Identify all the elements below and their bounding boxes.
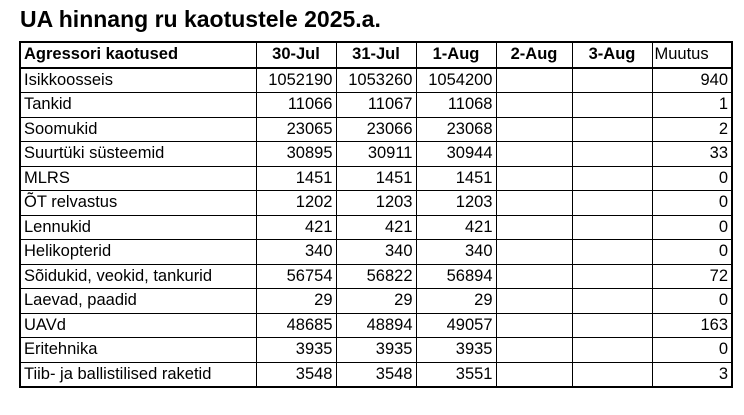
value-cell: 1203 — [416, 191, 496, 216]
value-cell — [496, 313, 572, 338]
value-cell: 3548 — [336, 362, 416, 387]
value-cell: 1054200 — [416, 68, 496, 93]
table-row — [20, 191, 732, 216]
change-cell: 0 — [652, 215, 732, 240]
value-cell: 56894 — [416, 264, 496, 289]
value-cell — [496, 289, 572, 314]
value-cell: 56822 — [336, 264, 416, 289]
value-cell: 340 — [416, 240, 496, 265]
value-cell: 1451 — [256, 166, 336, 191]
value-cell: 23065 — [256, 117, 336, 142]
row-label: Tiib- ja ballistilised raketid — [20, 362, 256, 387]
table-row — [20, 289, 732, 314]
table-row — [20, 166, 732, 191]
value-cell — [496, 117, 572, 142]
value-cell: 11066 — [256, 93, 336, 118]
value-cell — [572, 142, 652, 167]
row-label: Suurtüki süsteemid — [20, 142, 256, 167]
table-row — [20, 93, 732, 118]
column-header-date: 31-Jul — [336, 42, 416, 68]
value-cell: 29 — [416, 289, 496, 314]
value-cell — [496, 166, 572, 191]
change-cell: 2 — [652, 117, 732, 142]
value-cell — [572, 362, 652, 387]
losses-table — [19, 41, 733, 388]
value-cell: 30944 — [416, 142, 496, 167]
value-cell: 23066 — [336, 117, 416, 142]
row-label: Tankid — [20, 93, 256, 118]
table-row — [20, 142, 732, 167]
change-cell: 72 — [652, 264, 732, 289]
value-cell: 421 — [336, 215, 416, 240]
change-cell: 0 — [652, 191, 732, 216]
row-label: UAVd — [20, 313, 256, 338]
change-cell: 163 — [652, 313, 732, 338]
value-cell: 29 — [256, 289, 336, 314]
table-row — [20, 240, 732, 265]
value-cell — [496, 191, 572, 216]
value-cell — [572, 240, 652, 265]
value-cell: 1052190 — [256, 68, 336, 93]
value-cell: 49057 — [416, 313, 496, 338]
value-cell — [572, 117, 652, 142]
row-label: Soomukid — [20, 117, 256, 142]
value-cell: 3935 — [256, 338, 336, 363]
column-header-date: 1-Aug — [416, 42, 496, 68]
change-cell: 3 — [652, 362, 732, 387]
value-cell: 11067 — [336, 93, 416, 118]
change-cell: 0 — [652, 240, 732, 265]
value-cell: 29 — [336, 289, 416, 314]
value-cell: 30895 — [256, 142, 336, 167]
column-header-category: Agressori kaotused — [20, 42, 256, 68]
change-cell: 0 — [652, 166, 732, 191]
value-cell — [496, 93, 572, 118]
value-cell — [572, 313, 652, 338]
row-label: Laevad, paadid — [20, 289, 256, 314]
value-cell: 3551 — [416, 362, 496, 387]
column-header-change: Muutus — [652, 42, 732, 68]
value-cell — [572, 93, 652, 118]
value-cell — [572, 289, 652, 314]
value-cell: 1053260 — [336, 68, 416, 93]
value-cell: 11068 — [416, 93, 496, 118]
value-cell: 421 — [256, 215, 336, 240]
row-label: ÕT relvastus — [20, 191, 256, 216]
table-row — [20, 264, 732, 289]
value-cell — [496, 240, 572, 265]
value-cell: 340 — [256, 240, 336, 265]
column-header-date: 3-Aug — [572, 42, 652, 68]
value-cell — [496, 142, 572, 167]
value-cell — [572, 191, 652, 216]
value-cell — [496, 68, 572, 93]
row-label: Sõidukid, veokid, tankurid — [20, 264, 256, 289]
value-cell — [572, 338, 652, 363]
value-cell — [572, 264, 652, 289]
change-cell: 940 — [652, 68, 732, 93]
value-cell: 48685 — [256, 313, 336, 338]
value-cell: 421 — [416, 215, 496, 240]
value-cell — [496, 215, 572, 240]
value-cell: 30911 — [336, 142, 416, 167]
column-header-date: 2-Aug — [496, 42, 572, 68]
change-cell: 1 — [652, 93, 732, 118]
table-body — [20, 68, 732, 388]
table-row — [20, 338, 732, 363]
table-row — [20, 68, 732, 93]
value-cell: 56754 — [256, 264, 336, 289]
value-cell: 1203 — [336, 191, 416, 216]
value-cell — [572, 166, 652, 191]
table-row — [20, 362, 732, 387]
value-cell — [496, 362, 572, 387]
value-cell: 340 — [336, 240, 416, 265]
value-cell — [572, 215, 652, 240]
table-row — [20, 313, 732, 338]
value-cell — [496, 338, 572, 363]
value-cell: 1202 — [256, 191, 336, 216]
change-cell: 33 — [652, 142, 732, 167]
table-header-row — [20, 42, 732, 68]
value-cell: 1451 — [336, 166, 416, 191]
value-cell: 3548 — [256, 362, 336, 387]
row-label: Lennukid — [20, 215, 256, 240]
change-cell: 0 — [652, 289, 732, 314]
table-row — [20, 117, 732, 142]
document-title: UA hinnang ru kaotustele 2025.a. — [20, 6, 381, 32]
change-cell: 0 — [652, 338, 732, 363]
row-label: MLRS — [20, 166, 256, 191]
value-cell — [496, 264, 572, 289]
value-cell: 1451 — [416, 166, 496, 191]
value-cell: 23068 — [416, 117, 496, 142]
row-label: Eritehnika — [20, 338, 256, 363]
column-header-date: 30-Jul — [256, 42, 336, 68]
value-cell: 3935 — [416, 338, 496, 363]
value-cell — [572, 68, 652, 93]
row-label: Helikopterid — [20, 240, 256, 265]
value-cell: 3935 — [336, 338, 416, 363]
table-row — [20, 215, 732, 240]
row-label: Isikkoosseis — [20, 68, 256, 93]
value-cell: 48894 — [336, 313, 416, 338]
